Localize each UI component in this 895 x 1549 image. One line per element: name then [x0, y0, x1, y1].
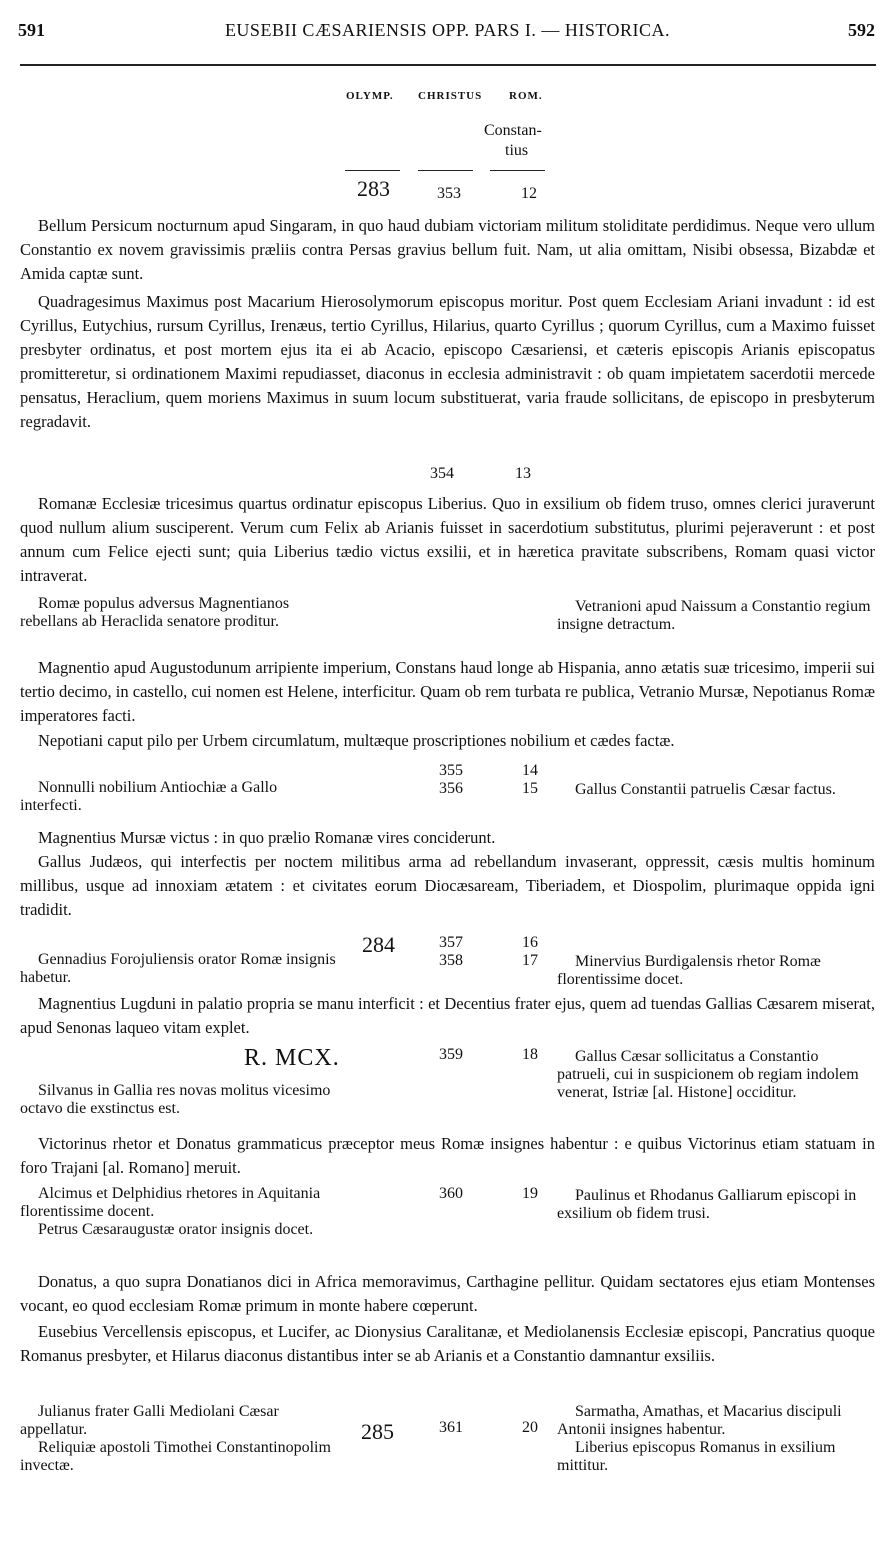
- left-entry-alcimus: Alcimus et Delphidius rhetores in Aquitania florentissime docent.: [20, 1185, 321, 1220]
- year-360: 360: [439, 1185, 463, 1202]
- rom-20: 20: [522, 1419, 538, 1436]
- paragraph-nepotiani: Nepotiani caput pilo per Urbem circumlatum, multæque proscriptiones nobilium et cædes factæ.: [38, 731, 675, 750]
- year-354: 354: [430, 465, 454, 482]
- column-rom: ROM.: [509, 90, 543, 102]
- year-357: 357: [439, 934, 463, 951]
- olympiad-283: 283: [357, 176, 390, 201]
- rom-15: 15: [522, 780, 538, 797]
- right-entry-sarmatha: Sarmatha, Amathas, et Macarius discipuli Antonii insignes habentur.: [557, 1403, 842, 1438]
- paragraph-eusebius: Eusebius Vercellensis episcopus, et Lucifer, ac Dionysius Caralitanæ, et Mediolanensis Ecclesiæ episcopi, Pancratius quoque Romanus presbyter, et Hilarus diaconus distantibus inter se ab Arianis et a Constantio damnantur exsiliis.: [20, 1322, 875, 1365]
- column-rule-rom: [490, 170, 545, 171]
- column-christus: CHRISTUS: [418, 90, 483, 102]
- left-entry-julianus: Julianus frater Galli Mediolani Cæsar appellatur.: [20, 1403, 279, 1438]
- rom-14: 14: [522, 762, 538, 779]
- header-rule: [20, 64, 876, 66]
- olympiad-285: 285: [361, 1419, 394, 1444]
- right-entry-minervius: Minervius Burdigalensis rhetor Romæ florentissime docet.: [557, 953, 821, 988]
- left-entry-timothei: Reliquiæ apostoli Timothei Constantinopolim invectæ.: [20, 1439, 331, 1474]
- page-number-right: 592: [848, 20, 875, 40]
- column-emperor-cont: tius: [505, 142, 529, 159]
- right-entry-gallus-caesar: Gallus Constantii patruelis Cæsar factus.: [575, 781, 836, 798]
- year-353: 353: [437, 185, 461, 202]
- left-entry-petrus: Petrus Cæsaraugustæ orator insignis docet.: [38, 1221, 314, 1238]
- roman-year-mcx: R. MCX.: [244, 1045, 340, 1071]
- right-entry-paulinus: Paulinus et Rhodanus Galliarum episcopi in exsilium ob fidem trusi.: [557, 1187, 857, 1222]
- column-rule-olymp: [345, 170, 400, 171]
- left-entry-gennadius: Gennadius Forojuliensis orator Romæ insignis habetur.: [20, 951, 336, 986]
- paragraph-bellum-persicum: Bellum Persicum nocturnum apud Singaram, in quo haud dubiam victoriam militum stoliditate perdidimus. Neque vero ullum Constantio ex novem gravissimis præliis contra Persas gravius bellum fuit. Nam, ut alia omittam, Nisibi obsessa, Bizabdæ et Amida captæ sunt.: [20, 216, 875, 283]
- rom-13: 13: [515, 465, 531, 482]
- left-entry-magnentiani: Romæ populus adversus Magnentianos rebellans ab Heraclida senatore proditur.: [20, 595, 290, 630]
- paragraph-victorinus: Victorinus rhetor et Donatus grammaticus præceptor meus Romæ insignes habentur : e quibus Victorinus etiam statuam in foro Trajani [al. Romano] meruit.: [20, 1134, 875, 1177]
- paragraph-quadragesimus: Quadragesimus Maximus post Macarium Hierosolymorum episcopus moritur. Post quem Ecclesiam Ariani invadunt : id est Cyrillus, Eutychius, rursum Cyrillus, Irenæus, tertio Cyrillus, Hilarius, quarto Cyrillus ; quorum Cyrillus, cum a Maximo fuisset presbyter ordinatus, et post mortem ejus ita ei ab Acacio, episcopo Cæsariensi, et cæteris episcopis Arianis episcopatus promitteretur, si ordinationem Maximi repudiasset, diaconus in ecclesia administravit : ob quam impietatem sacerdotii mercede pensatus, Heraclium, quem moriens Maximus in suum locum substituerat, varia fraude sollicitans, de episcopo in presbyterum regradavit.: [20, 292, 875, 431]
- column-olymp: OLYMP.: [346, 90, 394, 102]
- left-entry-antiochia: Nonnulli nobilium Antiochiæ a Gallo interfecti.: [20, 779, 278, 814]
- paragraph-magnentius-lugduni: Magnentius Lugduni in palatio propria se manu interficit : et Decentius frater ejus, quem ad tuendas Gallias Cæsarem miserat, apud Senonas laqueo vitam explet.: [20, 994, 875, 1037]
- year-359: 359: [439, 1046, 463, 1063]
- right-entry-gallus-occiditur: Gallus Cæsar sollicitatus a Constantio patrueli, cui in suspicionem ob regiam indolem venerat, Istriæ [al. Histone] occiditur.: [557, 1048, 859, 1101]
- running-title: EUSEBII CÆSARIENSIS OPP. PARS I. — HISTORICA.: [224, 20, 671, 40]
- rom-17: 17: [522, 952, 538, 969]
- rom-19: 19: [522, 1185, 538, 1202]
- paragraph-gallus-judaeos: Gallus Judæos, qui interfectis per noctem militibus arma ad rebellandum invaserant, oppressit, cæsis multis hominum millibus, usque ad innoxiam ætatem : et civitates eorum Diocæsaream, Tiberiadem, et Diospolim, plurimaque oppida igni tradidit.: [20, 852, 875, 919]
- column-rule-christus: [418, 170, 473, 171]
- year-356: 356: [439, 780, 463, 797]
- column-emperor: Constan-: [484, 122, 542, 139]
- olympiad-284: 284: [362, 932, 395, 957]
- paragraph-mursa: Magnentius Mursæ victus : in quo prælio Romanæ vires conciderunt.: [38, 828, 496, 847]
- year-361: 361: [439, 1419, 463, 1436]
- right-entry-vetranio: Vetranioni apud Naissum a Constantio regium insigne detractum.: [557, 598, 871, 633]
- rom-18: 18: [522, 1046, 538, 1063]
- page-number-left: 591: [18, 20, 45, 40]
- paragraph-magnentio: Magnentio apud Augustodunum arripiente imperium, Constans haud longe ab Hispania, anno ætatis suæ tricesimo, imperii sui tertio decimo, in castello, cui nomen est Helene, interficitur. Quam ob rem turbata re publica, Vetranio Mursæ, Nepotianus Romæ imperatores facti.: [20, 658, 875, 725]
- rom-16: 16: [522, 934, 538, 951]
- rom-12: 12: [521, 185, 537, 202]
- paragraph-liberius: Romanæ Ecclesiæ tricesimus quartus ordinatur episcopus Liberius. Quo in exsilium ob fidem truso, omnes clerici juraverunt quod nullum alium susciperent. Verum cum Felix ab Arianis fuisset in sacerdotium substitutus, plurimi pejeraverunt : et post annum cum Felice ejecti sunt; quia Liberius tædio victus exsilii, et in hæretica pravitate subscribens, Romam quasi victor intraverat.: [20, 494, 875, 585]
- left-entry-silvanus: Silvanus in Gallia res novas molitus vicesimo octavo die exstinctus est.: [20, 1082, 331, 1117]
- right-entry-liberius: Liberius episcopus Romanus in exsilium mittitur.: [557, 1439, 836, 1474]
- paragraph-donatus: Donatus, a quo supra Donatianos dici in Africa memoravimus, Carthagine pellitur. Quidam sectatores ejus etiam Montenses vocant, eo quod ecclesiam Romæ primum in monte habere cœperunt.: [20, 1272, 875, 1315]
- year-355: 355: [439, 762, 463, 779]
- year-358: 358: [439, 952, 463, 969]
